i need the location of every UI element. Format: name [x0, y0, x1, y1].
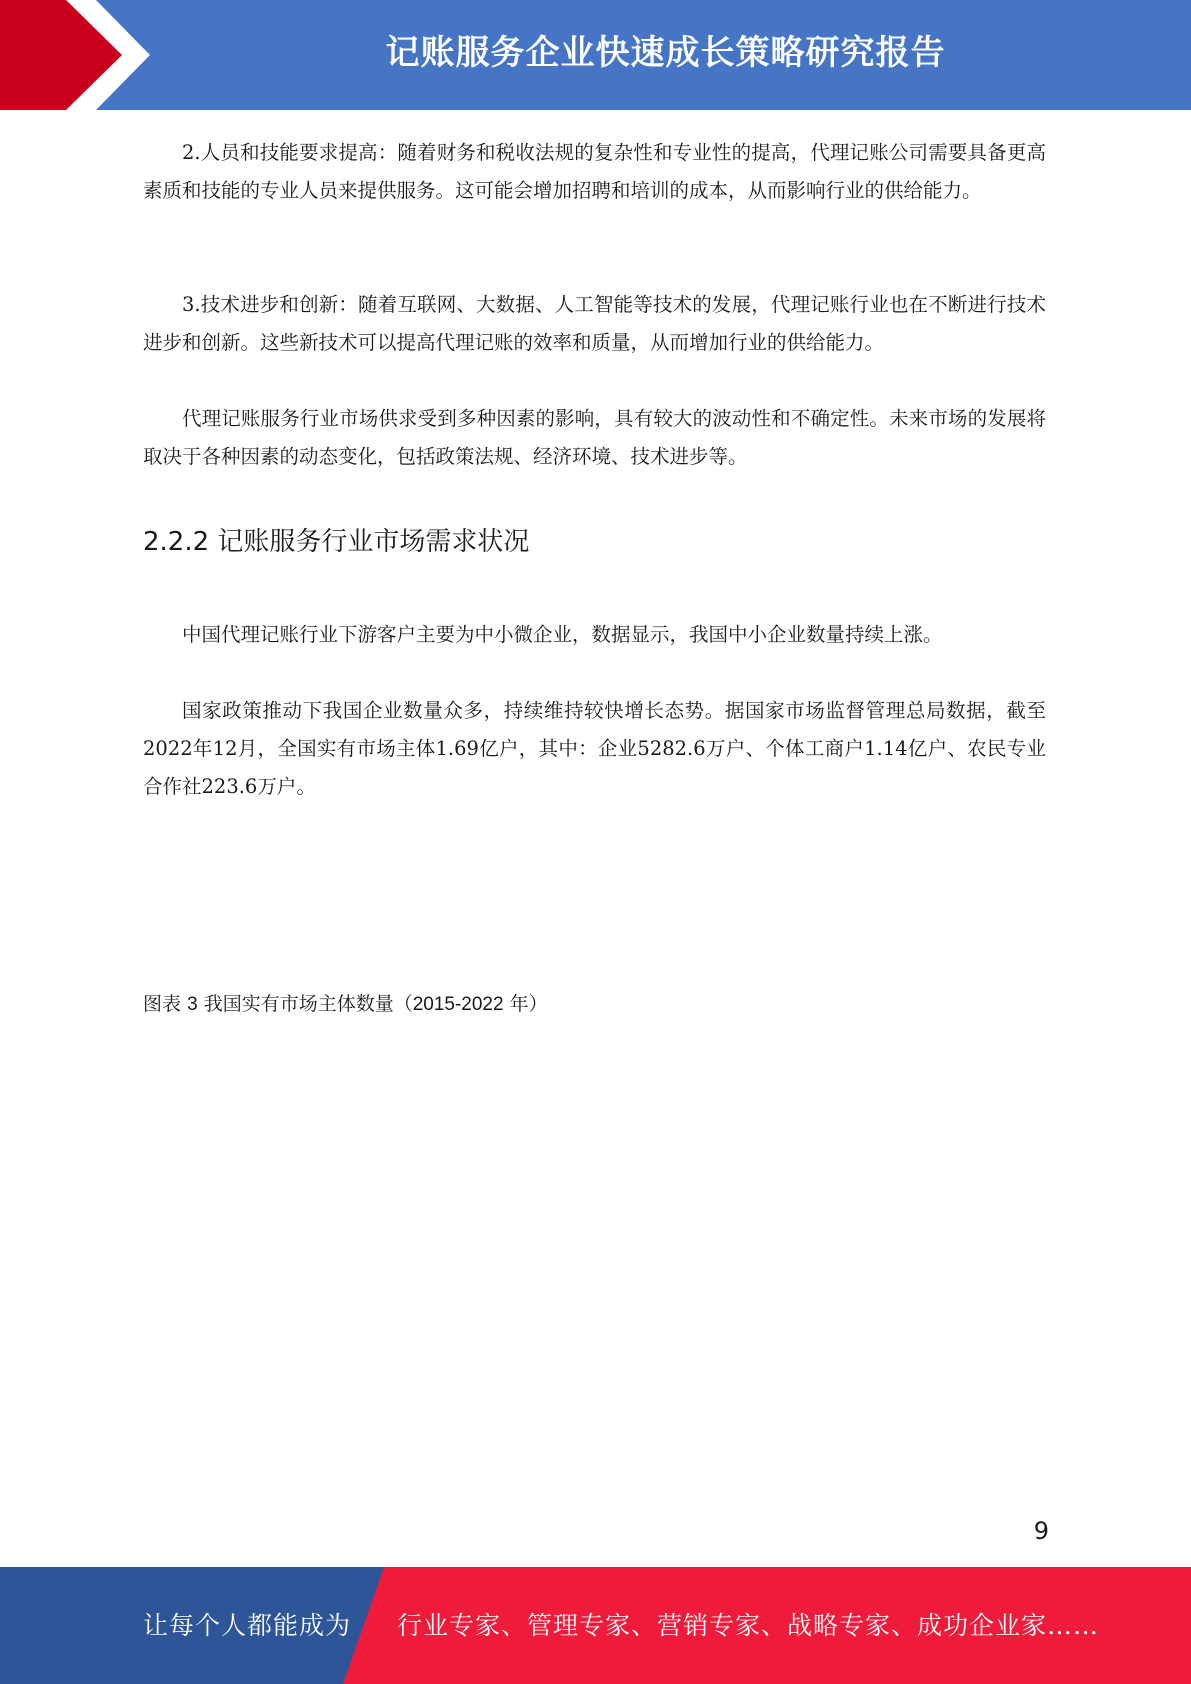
paragraph-staff-skills: 2.人员和技能要求提高：随着财务和税收法规的复杂性和专业性的提高，代理记账公司需要具备更高素质和技能的专业人员来提供服务。这可能会增加招聘和培训的成本，从而影响行业的供给能力。 [143, 141, 1046, 202]
figure-caption-number: 3 [187, 994, 198, 1015]
report-title: 记账服务企业快速成长策略研究报告 [385, 33, 946, 73]
paragraph-market-factors: 代理记账服务行业市场供求受到多种因素的影响，具有较大的波动性和不确定性。未来市场的发展将取决于各种因素的动态变化，包括政策法规、经济环境、技术进步等。 [143, 407, 1046, 468]
paragraph-market-entities: 国家政策推动下我国企业数量众多，持续维持较快增长态势。据国家市场监督管理总局数据，截至2022年12月，全国实有市场主体1.69亿户，其中：企业5282.6万户、个体工商户1.14亿户、农民专业合作社223.6万户。 [143, 699, 1046, 798]
figure-caption-prefix: 图表 [143, 993, 182, 1015]
page-number: 9 [1033, 1517, 1049, 1545]
header-banner [0, 0, 1191, 110]
footer-banner [0, 1567, 1191, 1684]
figure-caption-range: 2015-2022 [412, 994, 504, 1015]
section-heading: 2.2.2 记账服务行业市场需求状况 [143, 527, 530, 557]
figure-caption-suffix: 年） [509, 993, 548, 1015]
paragraph-downstream-clients: 中国代理记账行业下游客户主要为中小微企业，数据显示，我国中小企业数量持续上涨。 [182, 623, 943, 646]
footer-slogan-right: 行业专家、管理专家、营销专家、战略专家、成功企业家…… [397, 1611, 1100, 1640]
paragraph-technology: 3.技术进步和创新：随着互联网、大数据、人工智能等技术的发展，代理记账行业也在不断进行技术进步和创新。这些新技术可以提高代理记账的效率和质量，从而增加行业的供给能力。 [143, 293, 1046, 354]
figure-caption [143, 988, 548, 1021]
header-chevron-decoration [0, 0, 160, 110]
figure-caption-title: 我国实有市场主体数量（ [203, 993, 413, 1015]
footer-slogan-left: 让每个人都能成为 [143, 1611, 352, 1640]
